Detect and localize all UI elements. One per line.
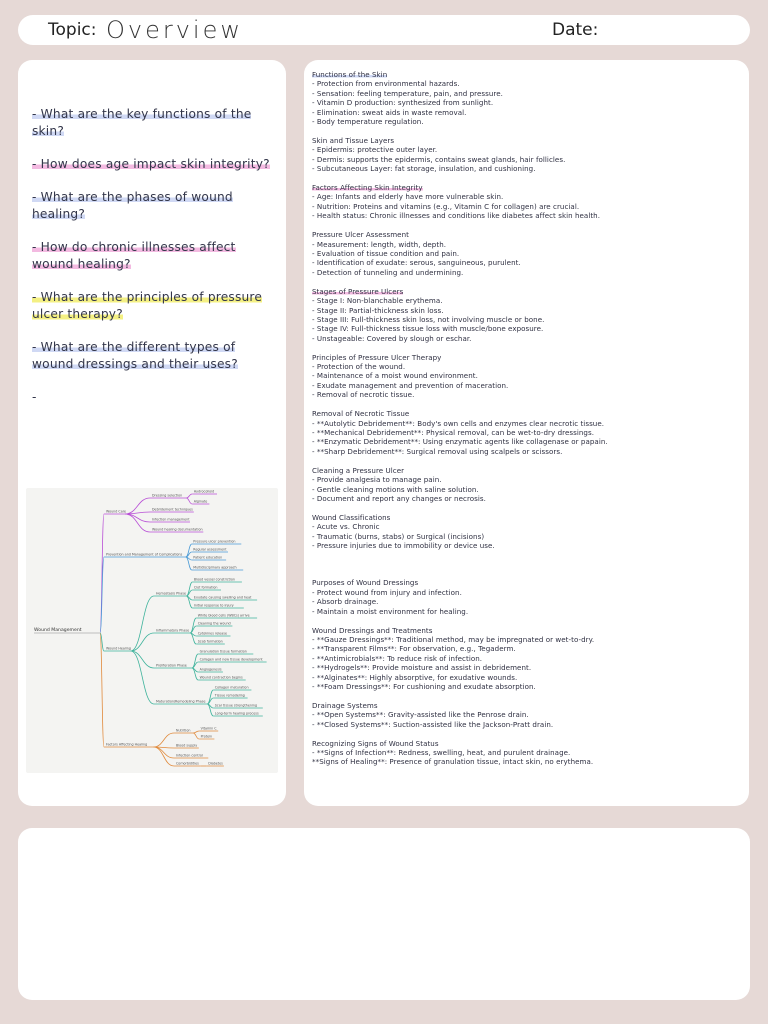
- notes-section: [312, 578, 742, 616]
- leaf-label: Wound contraction begins: [199, 675, 243, 680]
- question-text: - How does age impact skin integrity?: [32, 157, 270, 171]
- leaf-label: Granulation tissue formation: [199, 649, 247, 654]
- leaf-label: Long-term healing process: [214, 711, 259, 716]
- leaf-label: Vitamin C: [200, 726, 217, 731]
- section-title: Skin and Tissue Layers: [312, 135, 395, 145]
- leaf-connector: [186, 582, 192, 596]
- section-line: - **Sharp Debridement**: Surgical removal using scalpels or scissors.: [312, 446, 563, 456]
- section-line: - Provide analgesia to manage pain.: [312, 475, 442, 485]
- questions-list: [32, 106, 278, 422]
- section-line: - Exudate management and prevention of maceration.: [312, 380, 509, 390]
- leaf-label: Collagen maturation: [214, 685, 249, 690]
- section-line: - **Alginates**: Highly absorptive, for exudative wounds.: [312, 672, 518, 682]
- section-title: Principles of Pressure Ulcer Therapy: [312, 352, 442, 362]
- notes-content: [312, 70, 742, 776]
- child-connector: [154, 733, 175, 747]
- child-label: Maturation/Remodeling Phase: [156, 699, 206, 704]
- section-line: - Nutrition: Proteins and vitamins (e.g., Vitamin C for collagen) are crucial.: [312, 201, 580, 211]
- notes-section: [312, 183, 742, 221]
- question-text: -: [32, 390, 37, 404]
- section-title: Pressure Ulcer Assessment: [312, 230, 409, 240]
- section-line: - **Autolytic Debridement**: Body's own cells and enzymes clear necrotic tissue.: [312, 418, 605, 428]
- section-line: - Protection from environmental hazards.: [312, 79, 460, 89]
- section-line: - Stage II: Partial-thickness skin loss.: [312, 305, 444, 315]
- leaf-label: Patient education: [193, 555, 223, 560]
- questions-panel: [18, 60, 286, 806]
- section-line: - Acute vs. Chronic: [312, 522, 380, 532]
- mind-map-image: [26, 488, 278, 773]
- leaf-label: Clot formation: [193, 585, 218, 590]
- leaf-label: Diabetes: [208, 761, 223, 766]
- leaf-label: Cytokines release: [197, 631, 227, 636]
- notes-section: [312, 466, 742, 504]
- section-line: - Pressure injuries due to immobility or device use.: [312, 541, 495, 551]
- section-line: - Detection of tunneling and undermining.: [312, 267, 464, 277]
- leaf-connector: [192, 654, 198, 668]
- question-item: [32, 289, 278, 323]
- section-line: - Sensation: feeling temperature, pain, and pressure.: [312, 88, 503, 98]
- leaf-label: Alginate: [193, 499, 208, 504]
- leaf-label: Exudate causing swelling and heat: [193, 595, 252, 600]
- header-bar: [18, 15, 750, 45]
- leaf-label: Multidisciplinary approach: [193, 565, 237, 570]
- section-title: Cleaning a Pressure Ulcer: [312, 465, 405, 475]
- section-line: - Unstageable: Covered by slough or eschar.: [312, 333, 472, 343]
- question-item: [32, 389, 278, 406]
- section-line: - Maintain a moist environment for healing.: [312, 606, 469, 616]
- child-connector: [131, 596, 154, 651]
- section-line: - Epidermis: protective outer layer.: [312, 145, 438, 155]
- section-line: - Stage I: Non-blanchable erythema.: [312, 296, 443, 306]
- leaf-label: Scab formation: [197, 639, 223, 644]
- section-line: - Stage III: Full-thickness skin loss, not involving muscle or bone.: [312, 314, 545, 324]
- child-label: Debridement techniques: [152, 507, 193, 512]
- notes-section: [312, 513, 742, 551]
- summary-panel: [18, 828, 750, 1000]
- notes-section: [312, 70, 742, 126]
- section-line: - **Signs of Infection**: Redness, swelling, heat, and purulent drainage.: [312, 748, 571, 758]
- notes-section: [312, 739, 742, 767]
- child-label: Nutrition: [176, 728, 191, 733]
- child-label: Wound healing documentation: [152, 527, 203, 532]
- leaf-connector: [186, 494, 192, 498]
- section-title: Factors Affecting Skin Integrity: [312, 183, 423, 193]
- section-title: Drainage Systems: [312, 700, 378, 710]
- leaf-connector: [207, 690, 213, 704]
- child-label: Blood supply: [176, 743, 198, 748]
- section-line: - Elimination: sweat aids in waste removal.: [312, 107, 467, 117]
- leaf-label: Scar tissue strengthening: [214, 703, 258, 708]
- leaf-connector: [186, 498, 192, 504]
- section-line: - Traumatic (burns, stabs) or Surgical (incisions): [312, 531, 485, 541]
- child-connector: [125, 514, 150, 522]
- topic-value: Overview: [106, 16, 243, 44]
- section-line: - Measurement: length, width, depth.: [312, 239, 447, 249]
- leaf-label: Blood vessel constriction: [193, 577, 235, 582]
- leaf-label: White blood cells (WBCs) arrive: [197, 613, 250, 618]
- section-title: Purposes of Wound Dressings: [312, 578, 419, 588]
- date-label: Date:: [552, 20, 599, 40]
- child-connector: [154, 747, 175, 766]
- question-item: [32, 106, 278, 140]
- question-text: - What are the principles of pressure ulcer therapy?: [32, 290, 263, 321]
- leaf-label: Hydrocolloid: [193, 489, 215, 494]
- section-line: - Identification of exudate: serous, sanguineous, purulent.: [312, 258, 521, 268]
- section-line: **Signs of Healing**: Presence of granulation tissue, intact skin, no erythema.: [312, 757, 594, 767]
- section-line: - **Foam Dressings**: For cushioning and exudate absorption.: [312, 682, 536, 692]
- question-item: [32, 239, 278, 273]
- section-line: - Protection of the wound.: [312, 362, 406, 372]
- leaf-label: Initial response to injury: [193, 603, 234, 608]
- notes-section: [312, 626, 742, 692]
- child-label: Comorbidities: [176, 761, 199, 766]
- branch-connector: [100, 514, 104, 633]
- section-line: - Body temperature regulation.: [312, 117, 424, 127]
- section-line: - Document and report any changes or necrosis.: [312, 493, 486, 503]
- question-text: - How do chronic illnesses affect wound healing?: [32, 240, 236, 271]
- question-item: [32, 189, 278, 223]
- section-title: Wound Classifications: [312, 512, 391, 522]
- section-line: - **Transparent Films**: For observation, e.g., Tegaderm.: [312, 644, 516, 654]
- section-line: - Absorb drainage.: [312, 597, 379, 607]
- child-label: Infection control: [176, 753, 203, 758]
- section-line: - **Closed Systems**: Suction-assisted like the Jackson-Pratt drain.: [312, 719, 554, 729]
- leaf-connector: [193, 733, 199, 739]
- child-label: Dressing selection: [152, 493, 183, 498]
- section-line: - **Mechanical Debridement**: Physical removal, can be wet-to-dry dressings.: [312, 428, 595, 437]
- child-connector: [131, 633, 154, 651]
- child-label: Proliferation Phase: [156, 663, 187, 668]
- notes-section: [312, 287, 742, 343]
- leaf-label: Regular assessment: [193, 547, 227, 552]
- leaf-label: Tissue remodeling: [214, 693, 245, 698]
- branch-label: Factors Affecting Healing: [106, 742, 148, 747]
- section-line: - Health status: Chronic illnesses and conditions like diabetes affect skin health.: [312, 211, 601, 221]
- child-label: Inflammatory Phase: [156, 628, 190, 633]
- child-label: Infection management: [152, 517, 190, 522]
- child-connector: [131, 651, 154, 668]
- section-line: - Dermis: supports the epidermis, contains sweat glands, hair follicles.: [312, 154, 566, 164]
- leaf-connector: [190, 618, 196, 633]
- section-line: - Subcutaneous Layer: fat storage, insulation, and cushioning.: [312, 164, 536, 174]
- child-connector: [125, 498, 150, 514]
- notes-section: [312, 701, 742, 729]
- section-line: - Vitamin D production: synthesized from sunlight.: [312, 98, 494, 108]
- section-line: - Stage IV: Full-thickness tissue loss with muscle/bone exposure.: [312, 324, 544, 334]
- notes-section: [312, 409, 742, 456]
- question-text: - What are the key functions of the skin?: [32, 107, 252, 138]
- section-title: Recognizing Signs of Wound Status: [312, 738, 439, 748]
- section-title: Removal of Necrotic Tissue: [312, 409, 410, 419]
- leaf-label: Collagen and new tissue development: [199, 657, 263, 662]
- section-line: - Maintenance of a moist wound environment.: [312, 371, 478, 381]
- section-line: - Age: Infants and elderly have more vulnerable skin.: [312, 192, 504, 202]
- branch-label: Prevention and Management of Complications: [106, 552, 183, 557]
- section-line: - **Open Systems**: Gravity-assisted like the Penrose drain.: [312, 710, 529, 720]
- section-line: - Evaluation of tissue condition and pain.: [312, 249, 460, 258]
- child-label: Hemostasis Phase: [156, 591, 187, 596]
- leaf-label: Protein: [200, 734, 213, 739]
- leaf-label: Pressure ulcer prevention: [193, 539, 236, 544]
- section-line: - **Gauze Dressings**: Traditional method, may be impregnated or wet-to-dry.: [312, 635, 595, 644]
- section-line: - **Hydrogels**: Provide moisture and assist in debridement.: [312, 663, 532, 673]
- section-title: Wound Dressings and Treatments: [312, 625, 433, 635]
- leaf-label: Cleaning the wound: [197, 621, 231, 626]
- child-connector: [125, 512, 150, 514]
- question-item: [32, 156, 278, 173]
- branch-label: Wound Healing: [106, 646, 131, 651]
- mind-map-root: Wound Management: [34, 628, 82, 633]
- child-connector: [125, 514, 150, 532]
- leaf-connector: [193, 731, 199, 733]
- branch-label: Wound Care: [106, 509, 127, 514]
- section-title: Functions of the Skin: [312, 70, 388, 79]
- question-text: - What are the phases of wound healing?: [32, 190, 233, 221]
- section-line: - Protect wound from injury and infection.: [312, 587, 462, 597]
- leaf-label: Angiogenesis: [199, 667, 222, 672]
- mind-map-diagram: [26, 488, 278, 773]
- section-title: Stages of Pressure Ulcers: [312, 286, 404, 296]
- notes-panel: [304, 60, 749, 806]
- notes-section: [312, 230, 742, 277]
- notes-section: [312, 353, 742, 400]
- section-line: - **Enzymatic Debridement**: Using enzymatic agents like collagenase or papain.: [312, 437, 608, 447]
- topic-label: Topic:: [48, 20, 97, 40]
- notes-section: [312, 136, 742, 174]
- section-line: - **Antimicrobials**: To reduce risk of infection.: [312, 653, 483, 663]
- section-line: - Removal of necrotic tissue.: [312, 390, 415, 400]
- question-text: - What are the different types of wound dressings and their uses?: [32, 340, 238, 371]
- question-item: [32, 339, 278, 373]
- section-line: - Gentle cleaning motions with saline solution.: [312, 484, 479, 494]
